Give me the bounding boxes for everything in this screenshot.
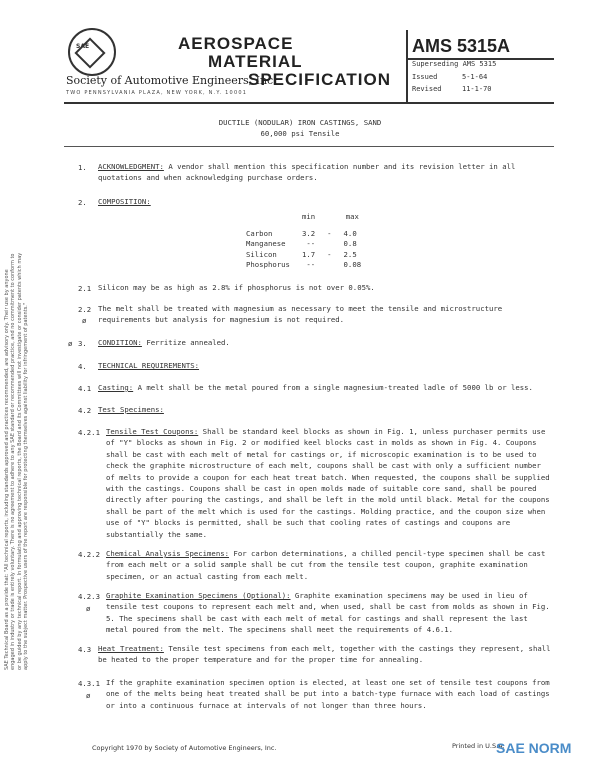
s43-body: Tensile test specimens from each melt, together with the castings they represent, shall be heated to the proper temperature and for the proper time for annealing. <box>98 644 551 665</box>
s431-body: If the graphite examination specimen option is elected, at least one set of tensile test coupons from one of the melts being heat treated shall be put into a batch-type furnace with each load of castings or into a continuous furnace at intervals of not longer than three hours. <box>106 678 550 710</box>
s41-num: 4.1 <box>78 384 92 393</box>
s421-body: Shall be standard keel blocks as shown in Fig. 1, unless purchaser permits use of "Y" blocks as shown in Fig. 2 or modified keel blocks cast in molds as shown in Fig. 4. Coupons shall be cast with each melt of metal for castings or, if microscopic examination is to be used to check the graphite microstructure of each melt, coupons shall be cast with only a sufficient number of melts to provide a coupon for each heat treat batch. When requested, the coupons shall be supplied with the castings. Coupons shall be cast in open molds made of suitable core sand, shall be poured directly after pouring the castings, and shall be left in the mold until black. Metal for the coupons shall be part of the melt which is used for the castings. Molding practice, and the coupon size when use of "Y" blocks is permitted, shall be such that cooling rates of castings and coupons are substantially the same. <box>106 427 550 539</box>
s22-body: The melt shall be treated with magnesium as necessary to meet the tensile and microstructure requirements but analysis for magnesium is not required. <box>98 304 503 325</box>
s3-head: CONDITION: <box>98 338 142 347</box>
revised-date: 11-1-70 <box>462 85 492 93</box>
s422-body: For carbon determinations, a chilled pencil-type specimen shall be cast from each melt or a solid sample shall be cut from the tensile test coupon, graphite examination specimen, or an actual casting from each melt. <box>106 549 546 581</box>
s43-num: 4.3 <box>78 645 92 654</box>
s22-num: 2.2 <box>78 305 92 314</box>
s4-head: TECHNICAL REQUIREMENTS: <box>98 361 200 370</box>
s4-num: 4. <box>78 362 87 371</box>
doc-title <box>0 117 600 140</box>
revision-mark-icon: ø <box>86 691 91 700</box>
superseding: Superseding AMS 5315 <box>412 60 497 68</box>
issued-date: 5-1-64 <box>462 73 488 81</box>
s1-num: 1. <box>78 163 87 172</box>
doc-title-line2: 60,000 psi Tensile <box>260 129 340 139</box>
s423-body: Graphite examination specimens may be used in lieu of tensile test coupons to represent each melt and, when used, shall be cast from molds as shown in Fig. 5. The specimens shall be cast with each melt of metal for castings and shall represent the last metal poured from the melt. The specimens shall meet the requirements of 4.6.1. <box>106 591 550 635</box>
revision-mark-icon: ø <box>82 316 87 325</box>
watermark: SAE NORM <box>496 740 572 756</box>
title-line2: MATERIAL <box>208 52 303 71</box>
s421-head: Tensile Test Coupons: <box>106 427 199 436</box>
s21-body: Silicon may be as high as 2.8% if phosphorus is not over 0.05%. <box>98 283 375 292</box>
s422-num: 4.2.2 <box>78 550 100 559</box>
table-row: Manganese -- 0.8 <box>246 239 357 248</box>
section-3 <box>98 337 553 348</box>
society-address: TWO PENNSYLVANIA PLAZA, NEW YORK, N.Y. 10001 <box>66 90 248 96</box>
section-4-2-2 <box>106 548 553 582</box>
s422-head: Chemical Analysis Specimens: <box>106 549 230 558</box>
issued-label: Issued <box>412 73 438 81</box>
s21-num: 2.1 <box>78 284 92 293</box>
s423-head: Graphite Examination Specimens (Optional): <box>106 591 291 600</box>
s431-num: 4.3.1 <box>78 679 100 688</box>
s2-head: COMPOSITION: <box>98 197 151 206</box>
section-4-3 <box>98 643 553 666</box>
title-rule <box>64 146 554 147</box>
section-4-1 <box>98 382 553 393</box>
col-max: max <box>345 212 359 221</box>
s423-num: 4.2.3 <box>78 592 100 601</box>
section-4-2-3 <box>106 590 553 636</box>
sidebar-text: SAE Technical Board as a provide that: "All technical reports, including standards approved and practices recommended, are advisory only. Their use by anyone engaged in industry or trade is entirely voluntary. There is no agreement to adhere to any SAE standard or recommended practice, and no commitment to conform to or be guided by any technical report. In formulating and approving technical reports, the Board and its Committees will not investigate or consider patents which may apply to the subject matter. Prospective users of the report are responsible for protecting themselves against liability for infringement of patents." <box>4 252 30 670</box>
s1-head: ACKNOWLEDGMENT: <box>98 162 164 171</box>
logo-text: SAE <box>76 43 90 50</box>
printed-in: Printed in U.S.A. <box>452 742 505 750</box>
s421-num: 4.2.1 <box>78 428 100 437</box>
s41-head: Casting: <box>98 383 134 392</box>
table-row: Carbon 3.2 - 4.0 <box>246 228 357 238</box>
composition-table <box>240 212 367 271</box>
title-line3: SPECIFICATION <box>248 70 392 89</box>
section-1 <box>98 161 553 184</box>
revision-mark-icon: ø <box>86 604 91 613</box>
s3-body: Ferritize annealed. <box>146 338 230 347</box>
s41-body: A melt shall be the metal poured from a single magnesium-treated ladle of 5000 lb or less. <box>137 383 533 392</box>
revision-mark-icon: ø <box>68 339 73 348</box>
header-rule <box>64 102 554 104</box>
society-name: Society of Automotive Engineers, Inc. <box>66 74 277 87</box>
spec-number: AMS 5315A <box>412 36 511 56</box>
s43-head: Heat Treatment: <box>98 644 164 653</box>
title-line1: AEROSPACE <box>178 34 294 53</box>
copyright: Copyright 1970 by Society of Automotive Engineers, Inc. <box>92 744 277 752</box>
s42-head: Test Specimens: <box>98 405 164 414</box>
col-min: min <box>301 212 316 221</box>
table-row: Silicon 1.7 - 2.5 <box>246 249 357 259</box>
s42-num: 4.2 <box>78 406 92 415</box>
section-4-2-1 <box>106 426 553 540</box>
s3-num: 3. <box>78 339 87 348</box>
table-row: Phosphorus -- 0.08 <box>246 260 362 269</box>
header-divider <box>406 30 408 102</box>
s2-num: 2. <box>78 198 87 207</box>
doc-title-line1: DUCTILE (NODULAR) IRON CASTINGS, SAND <box>218 118 382 127</box>
sae-logo <box>68 28 116 76</box>
revised-label: Revised <box>412 85 442 93</box>
s1-body: A vendor shall mention this specification number and its revision letter in all quotations and when acknowledging purchase orders. <box>98 162 516 183</box>
